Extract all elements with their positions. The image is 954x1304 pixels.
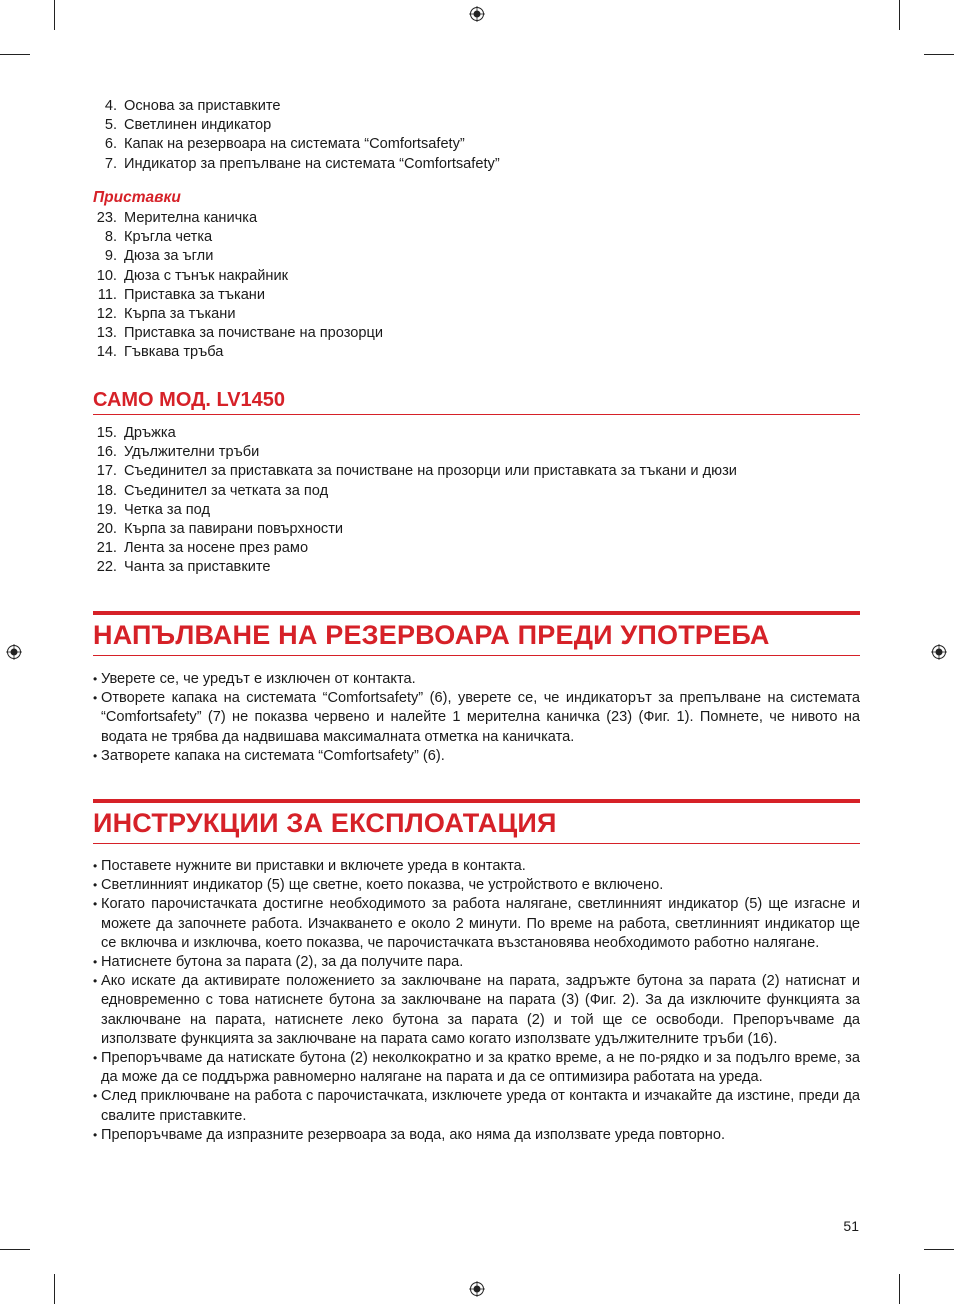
crop-mark — [924, 1249, 954, 1250]
crop-mark — [0, 54, 30, 55]
list-item: 23. Мерителна каничка — [96, 210, 258, 226]
crop-mark — [54, 0, 55, 30]
crop-mark — [899, 0, 900, 30]
list-item: 19. Четка за под — [96, 501, 210, 518]
operating-section-heading — [93, 799, 860, 844]
accessories-list — [93, 209, 860, 363]
list-item: 17. Съединител за приставката за почистване на прозорци или приставката за тъкани и дюзи — [96, 463, 737, 480]
bullet-item: • Ако искате да активирате положението за заключване на парата, задръжте бутона за парата (2) натиснат и едновременно с това натиснете бутона за заключване на парата (3) (Фиг. 2). За да изключите функцията за заключване на парата, натиснете леко бутона за парата (2) и той ще се освободи. Препоръчваме да използвате функцията за заключване на парата само когато използвате удължителните тръби (16). — [93, 972, 860, 1049]
registration-mark-icon — [6, 644, 22, 660]
bullet-item: • Светлинният индикатор (5) ще светне, което показва, че устройството е включено. — [93, 876, 860, 895]
bullet-item: • Уверете се, че уредът е изключен от контакта. — [93, 670, 860, 689]
bullet-item: • Препоръчваме да натискате бутона (2) неколкократно и за кратко време, а не по-рядко и за подълго време, за да може да се поддържа равномерно налягане на парата и да се оптимизира работата на уреда. — [93, 1049, 860, 1087]
filling-section-title: НАПЪЛВАНЕ НА РЕЗЕРВОАРА ПРЕДИ УПОТРЕБА — [93, 620, 770, 650]
operating-section-title: ИНСТРУКЦИИ ЗА ЕКСПЛОАТАЦИЯ — [93, 808, 557, 838]
crop-mark — [54, 1274, 55, 1304]
bullet-item: • Препоръчваме да изпразните резервоара за вода, ако няма да използвате уреда повторно. — [93, 1126, 860, 1145]
accessories-heading: Приставки — [93, 189, 181, 206]
list-item: 20. Кърпа за павирани повърхности — [96, 520, 344, 537]
model-section-heading — [93, 386, 860, 415]
list-item: 9. Дюза за ъгли — [104, 248, 214, 265]
list-item: 12. Кърпа за тъкани — [96, 305, 236, 322]
page-number: 51 — [843, 1218, 859, 1234]
list-item: 6. Капак на резервоара на системата “Comfortsafety” — [104, 136, 465, 153]
crop-mark — [899, 1274, 900, 1304]
bullet-item: • Отворете капака на системата “Comfortsafety” (6), уверете се, че индикаторът за препълване на системата “Comfortsafety” (7) не показва червено и налейте 1 мерителна каничка (23) (Фиг. 1). Помнете, че нивото на водата не трябва да надвишава максималната отметка на каничката. — [93, 689, 860, 747]
list-item: 11. Приставка за тъкани — [97, 286, 266, 303]
list-item: 8. Кръгла четка — [104, 229, 213, 246]
crop-mark — [924, 54, 954, 55]
filling-instructions — [93, 670, 860, 766]
bullet-item: • След приключване на работа с парочистачката, изключете уреда от контакта и изчакайте да изстине, преди да свалите приставките. — [93, 1087, 860, 1125]
list-item: 5. Светлинен индикатор — [104, 117, 272, 134]
list-item: 7. Индикатор за препълване на системата “Comfortsafety” — [104, 155, 500, 172]
list-item: 13. Приставка за почистване на прозорци — [96, 325, 384, 342]
bullet-item: • Затворете капака на системата “Comfortsafety” (6). — [93, 747, 860, 766]
filling-section-heading — [93, 611, 860, 656]
list-item: 22. Чанта за приставките — [96, 559, 271, 576]
registration-mark-icon — [469, 6, 485, 22]
model-section-title: САМО МОД. LV1450 — [93, 389, 286, 411]
crop-mark — [0, 1249, 30, 1250]
list-item: 21. Лента за носене през рамо — [96, 540, 309, 557]
model-parts-list — [93, 424, 860, 578]
registration-mark-icon — [469, 1281, 485, 1297]
list-item: 14. Гъвкава тръба — [96, 344, 224, 361]
list-item: 16. Удължителни тръби — [96, 444, 260, 461]
parts-list — [93, 97, 860, 174]
bullet-item: • Поставете нужните ви приставки и включете уреда в контакта. — [93, 857, 860, 876]
registration-mark-icon — [931, 644, 947, 660]
list-item: 4. Основа за приставките — [104, 98, 281, 114]
bullet-item: • Натиснете бутона за парата (2), за да получите пара. — [93, 953, 860, 972]
list-item: 10. Дюза с тънък накрайник — [96, 267, 289, 284]
list-item: 15. Дръжка — [96, 425, 176, 441]
bullet-item: • Когато парочистачката достигне необходимото за работа налягане, светлинният индикатор (5) ще изгасне и можете да започнете работа. Изчакването е около 2 минути. По време на работа, светлинният индикатор ще се включва и изключва, което показва, че парочистачката възстановява необходимото работно налягане. — [93, 895, 860, 953]
operating-instructions — [93, 857, 860, 1145]
list-item: 18. Съединител за четката за под — [96, 482, 329, 499]
